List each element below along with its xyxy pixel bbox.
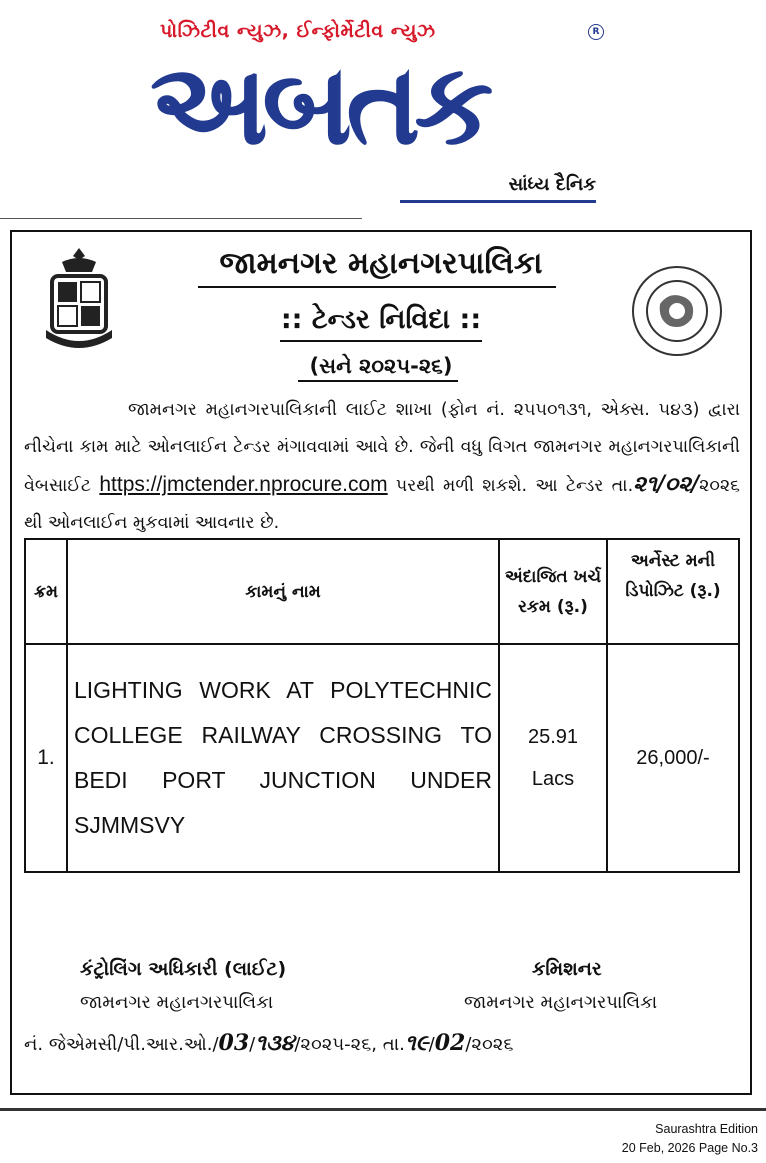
ref-date-separator: / (428, 1034, 435, 1055)
edition-date-page: 20 Feb, 2026 Page No.3 (621, 1141, 758, 1155)
year-underline (298, 380, 458, 382)
handwritten-date: ૨૧/૦૨/ (633, 471, 700, 497)
notice-body (24, 392, 740, 542)
masthead-underline (400, 200, 596, 203)
notice-title: :: ટેન્ડર નિવિદા :: (280, 304, 482, 335)
reference-number (24, 1030, 744, 1056)
tender-website-link[interactable]: https://jmctender.nprocure.com (99, 473, 388, 496)
row-work-name: LIGHTING WORK AT POLYTECHNIC COLLEGE RAILWAY CROSSING TO BEDI PORT JUNCTION UNDER SJMMSVY (67, 644, 499, 872)
masthead-subtitle: સાંધ્ય દૈનિક (508, 174, 596, 195)
ref-date-year: /૨૦૨૬ (465, 1034, 514, 1055)
ref-handwritten-2: ૧૩૪ (255, 1030, 295, 1056)
header-earnest-money: અર્નેસ્ટ મની ડિપોઝિટ (રૂ.) (607, 539, 739, 644)
row-earnest-money: 26,000/- (607, 644, 739, 872)
header-work-name: કામનું નામ (67, 539, 499, 644)
tender-notice (10, 230, 752, 1095)
ref-prefix: નં. જેએમસી/પી.આર.ઓ./ (24, 1034, 219, 1055)
newspaper-masthead (0, 0, 766, 215)
title-underline (280, 340, 482, 342)
signatory-1-organization: જામનગર મહાનગરપાલિકા (80, 992, 274, 1013)
notice-body-part-2: પરથી મળી શકશે. આ ટેન્ડર તા. (395, 476, 634, 496)
header-estimated-cost: અંદાજિત ખર્ચ રકમ (રૂ.) (499, 539, 607, 644)
registered-mark-icon: R (588, 24, 604, 40)
signatory-2-organization: જામનગર મહાનગરપાલિકા (464, 992, 658, 1013)
organization-underline (198, 286, 556, 288)
masthead-tagline: પોઝિટીવ ન્યુઝ, ઈન્ફોર્મેટીવ ન્યુઝ (160, 20, 436, 42)
notice-body-part-3: ૨૦૨૬ થી ઓનલાઈન મુકવામાં આવનાર છે. (24, 476, 740, 533)
table-header-row (25, 539, 739, 644)
ref-date-day: ૧૯ (404, 1030, 429, 1056)
ref-date-month: 02 (434, 1030, 466, 1056)
row-serial: 1. (25, 644, 67, 872)
edition-info (622, 1120, 758, 1158)
notice-body-part-1: જામનગર મહાનગરપાલિકાની લાઈટ શાખા (ફોન નં. ૨૫૫૦૧૩૧, એક્સ. ૫૪૩) દ્વારા નીચેના કામ માટે ઓનલાઈન ટેન્ડર મંગાવવામાં આવે છે. જેની વધુ વિગત જામનગર મહાનગરપાલિકાની વેબસાઈટ (24, 400, 740, 496)
ref-separator: / (249, 1034, 256, 1055)
divider (0, 218, 362, 219)
footer-divider (0, 1108, 766, 1111)
signatory-commissioner: કમિશનર (532, 958, 602, 980)
row-estimated-cost: 25.91 Lacs (499, 644, 607, 872)
signatory-controlling-officer: કંટ્રોલિંગ અધિકારી (લાઈટ) (80, 958, 287, 980)
ref-suffix: /૨૦૨૫-૨૬, તા. (294, 1034, 405, 1055)
edition-name: Saurashtra Edition (655, 1122, 758, 1136)
ref-handwritten-1: 03 (218, 1030, 250, 1056)
newspaper-logo: અબતક (150, 40, 488, 170)
notice-year: (સને ૨૦૨૫-૨૬) (309, 354, 453, 378)
tender-table (24, 538, 740, 873)
organization-name: જામનગર મહાનગરપાલિકા (219, 246, 543, 281)
header-serial: ક્રમ (25, 539, 67, 644)
table-row (25, 644, 739, 872)
